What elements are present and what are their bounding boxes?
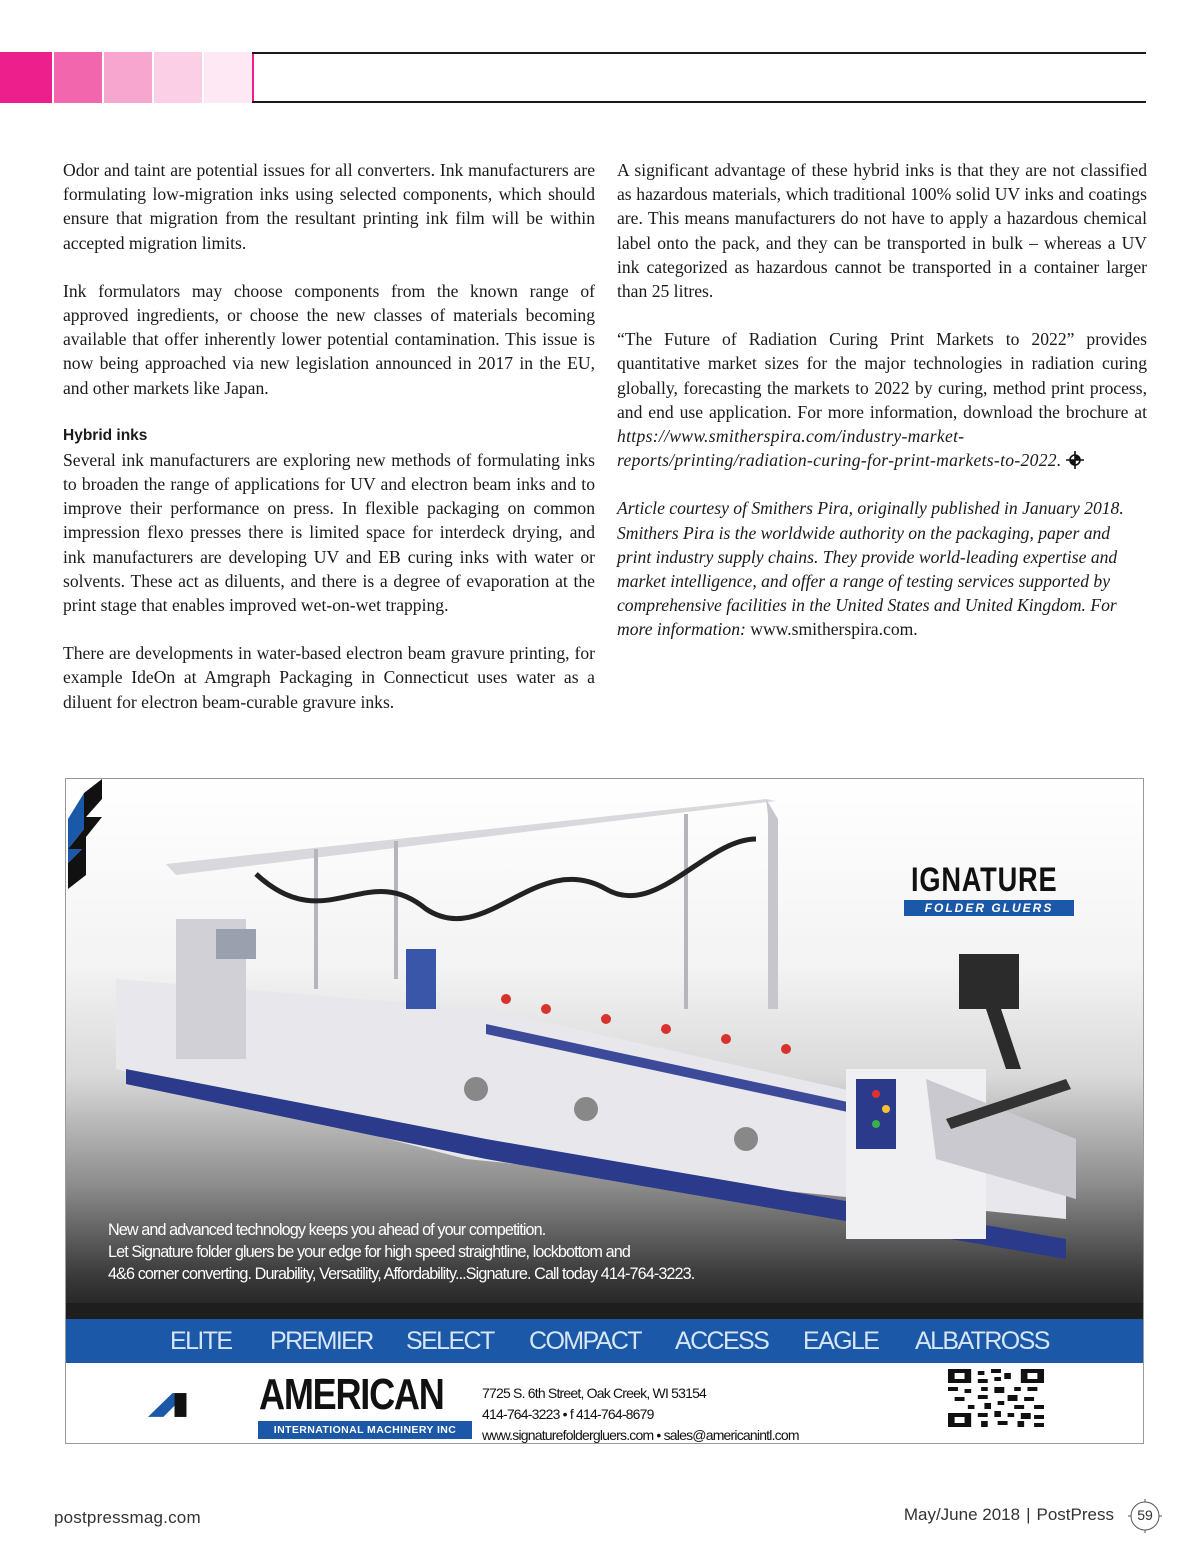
paragraph: Odor and taint are potential issues for all converters. Ink manufacturers are formulating low-migration inks using selected components, which should ensure that migration from the resultant printing ink film will be within accepted migration limits. [63, 160, 595, 253]
header-accent-square [52, 52, 104, 103]
header-accent-square [102, 52, 154, 103]
folder-gluer-machine-photo [66, 779, 1143, 1319]
qr-code-icon[interactable] [948, 1369, 1044, 1427]
model-elite: ELITE [170, 1327, 232, 1355]
american-wordmark: AMERICAN [259, 1370, 444, 1419]
brochure-link[interactable]: https://www.smitherspira.com/industry-market-reports/printing/radiation-curing-for-print-markets-to-2022. [617, 426, 1062, 471]
ad-copy [108, 1219, 828, 1285]
section-heading: Hybrid inks [63, 426, 148, 444]
contact-block [482, 1383, 799, 1444]
header-rule-top [252, 52, 1146, 54]
header-rule-bottom [252, 101, 1146, 103]
header-accent-square [152, 52, 204, 103]
article-column-right [617, 158, 1147, 642]
footer-issue [904, 1505, 1114, 1525]
ad-copy-line: New and advanced technology keeps you ahead of your competition. [108, 1221, 546, 1239]
credit-text: Article courtesy of Smithers Pira, originally published in January 2018. Smithers Pira is the worldwide authority on the packaging, paper and print industry supply chains. They provide world-leading expertise and market intelligence, and offer a range of testing services supported by comprehensive facilities in the United States and United Kingdom. For more information: [617, 498, 1124, 640]
page-number: 59 [1137, 1507, 1153, 1523]
article-column-left [63, 158, 595, 714]
signature-logo [66, 779, 281, 889]
signature-subtitle: FOLDER GLUERS [904, 900, 1074, 916]
ad-copy-line: Let Signature folder gluers be your edge for high speed straightline, lockbottom and [108, 1243, 630, 1261]
model-compact: COMPACT [529, 1327, 641, 1355]
model-premier: PREMIER [270, 1327, 373, 1355]
paragraph: A significant advantage of these hybrid inks is that they are not classified as hazardous materials, which traditional 100% solid UV inks and coatings are. This means manufacturers do not have to apply a hazardous chemical label onto the pack, and they can be transported in bulk – whereas a UV ink categorized as hazardous cannot be transported in a container larger than 25 litres. [617, 160, 1147, 302]
model-eagle: EAGLE [803, 1327, 879, 1355]
article-credit [617, 496, 1147, 641]
credit-link[interactable]: www.smitherspira.com. [750, 619, 918, 640]
address: 7725 S. 6th Street, Oak Creek, WI 53154 [482, 1385, 707, 1401]
web-email[interactable]: www.signaturefoldergluers.com • sales@americanintl.com [482, 1427, 799, 1443]
american-subtitle: INTERNATIONAL MACHINERY INC [258, 1421, 472, 1439]
model-select: SELECT [406, 1327, 494, 1355]
model-bar [66, 1319, 1143, 1363]
end-of-article-icon [1066, 451, 1084, 469]
footer-site[interactable]: postpressmag.com [54, 1508, 201, 1527]
footer-separator: | [1026, 1505, 1031, 1524]
american-logo-icon [148, 1371, 258, 1439]
paragraph: Ink formulators may choose components from the known range of approved ingredients, or choose the new classes of materials becoming available that offer inherently lower potential contamination. This issue is now being approached via new legislation announced in 2017 in the EU, and other markets like Japan. [63, 280, 595, 398]
ad-copy-line: 4&6 corner converting. Durability, Versatility, Affordability...Signature. Call today 414-764-3223. [108, 1265, 695, 1283]
ad-footer [66, 1363, 1143, 1443]
ad-divider [66, 1303, 1143, 1319]
header-accent-square [0, 52, 52, 103]
signature-advertisement[interactable] [65, 778, 1144, 1444]
footer-magazine: PostPress [1036, 1505, 1114, 1524]
footer-issue-date: May/June 2018 [903, 1505, 1021, 1524]
header-accent-square [202, 52, 254, 103]
paragraph-text: “The Future of Radiation Curing Print Markets to 2022” provides quantitative market sizes for the major technologies in radiation curing globally, forecasting the markets to 2022 by curing, method print process, and end use application. For more information, download the brochure at [617, 329, 1147, 422]
model-albatross: ALBATROSS [915, 1327, 1049, 1355]
phone: 414-764-3223 • f 414-764-8679 [482, 1406, 654, 1422]
paragraph: Several ink manufacturers are exploring new methods of formulating inks to broaden the range of applications for UV and electron beam inks and to improve their performance on press. In flexible packaging on common impression flexo presses there is limited space for interdeck drying, and ink manufacturers are developing UV and EB curing inks with water or solvents. These act as diluents, and there is a degree of evaporation at the print stage that enables improved wet-on-wet trapping. [63, 449, 595, 616]
signature-wordmark: IGNATURE [911, 861, 1058, 899]
paragraph [617, 327, 1147, 472]
model-access: ACCESS [675, 1327, 769, 1355]
paragraph: There are developments in water-based electron beam gravure printing, for example IdeOn at Amgraph Packaging in Connecticut uses water as a diluent for electron beam-curable gravure inks. [63, 643, 595, 712]
